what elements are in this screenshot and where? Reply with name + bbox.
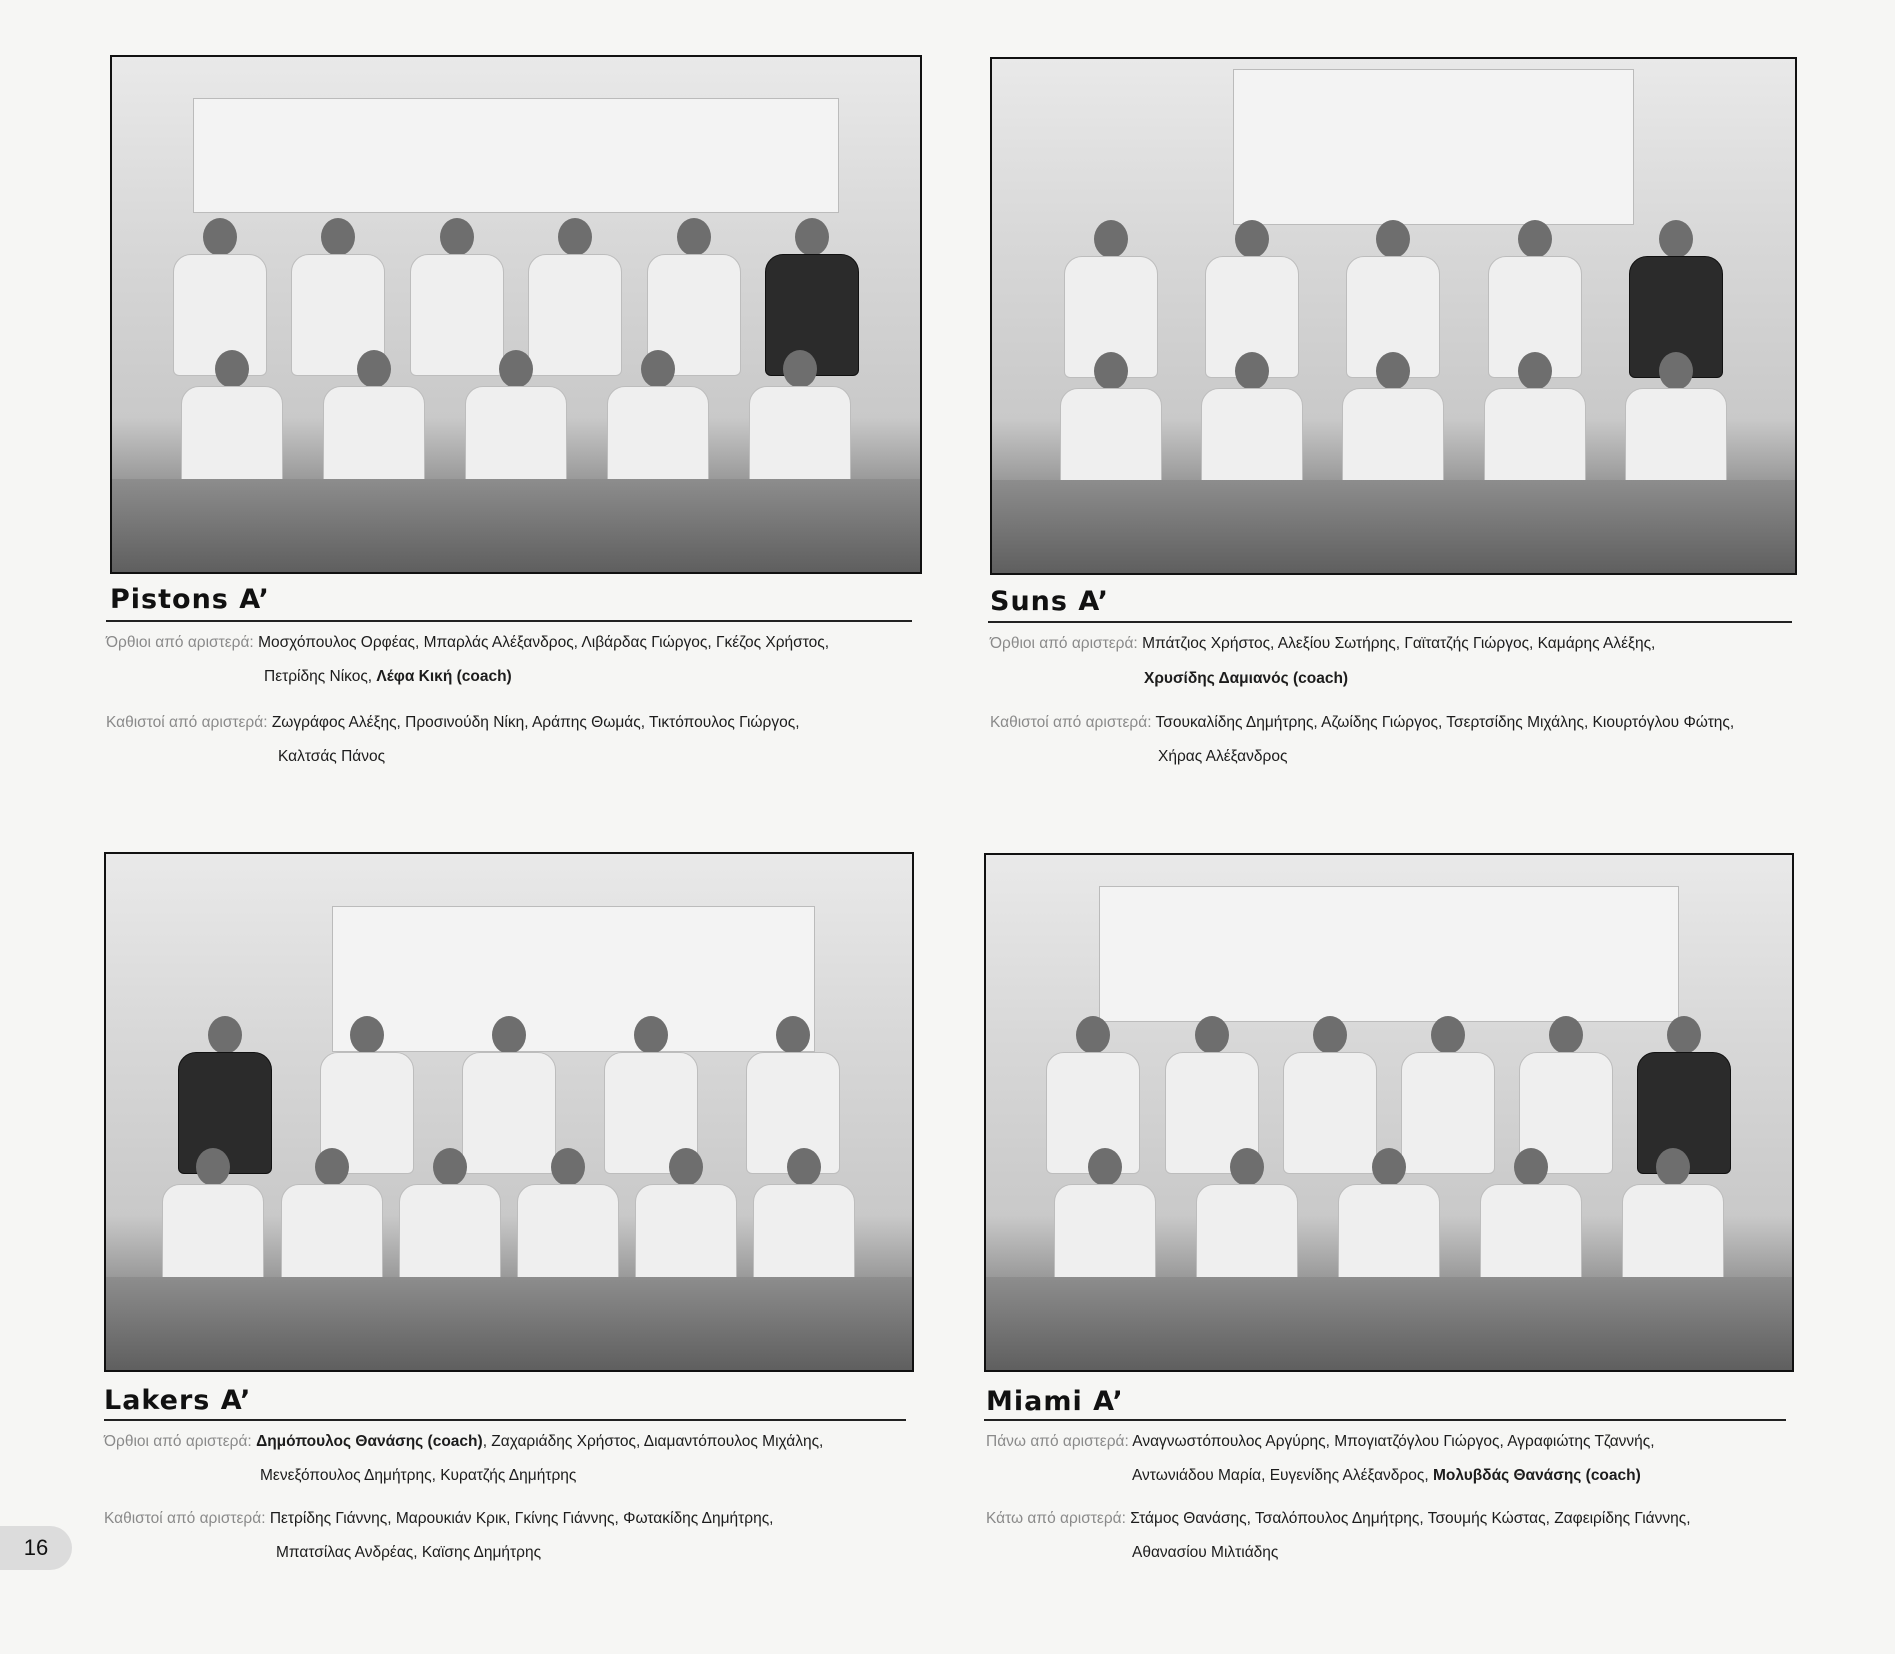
player-names: Στάμος Θανάσης, Τσαλόπουλος Δημήτρης, Τσουμής Κώστας, Ζαφειρίδης Γιάννης, [1130, 1510, 1691, 1527]
player-names: Τσουκαλίδης Δημήτρης, Αζωίδης Γιώργος, Τσερτσίδης Μιχάλης, Κιουρτόγλου Φώτης, [1155, 714, 1735, 731]
team-photo-miami [984, 853, 1794, 1372]
photo-floor [106, 1277, 912, 1370]
roster-line [1132, 1544, 1278, 1562]
team-name-suns: Suns A’ [990, 586, 1110, 617]
row-label: Καθιστοί από αριστερά: [104, 1510, 266, 1527]
page-number: 16 [0, 1526, 72, 1570]
row-label: Καθιστοί από αριστερά: [106, 714, 268, 731]
roster-line [276, 1544, 541, 1562]
team-name-lakers: Lakers A’ [104, 1385, 252, 1416]
roster-line [260, 1467, 576, 1485]
player-names: Αθανασίου Μιλτιάδης [1132, 1544, 1279, 1561]
player-names: Πετρίδης Νίκος, [264, 668, 373, 685]
row-label: Όρθιοι από αριστερά: [104, 1433, 252, 1450]
team-photo-suns [990, 57, 1797, 575]
coach-name: Λέφα Κική (coach) [376, 668, 512, 685]
photo-floor [986, 1277, 1792, 1370]
team-name-miami: Miami A’ [986, 1386, 1124, 1417]
player-names: Μενεξόπουλος Δημήτρης, Κυρατζής Δημήτρης [260, 1467, 577, 1484]
player-names: Χήρας Αλέξανδρος [1158, 748, 1288, 765]
roster-line [104, 1433, 823, 1451]
roster-line [990, 635, 1655, 653]
roster-line [1158, 748, 1287, 766]
team-rule [106, 620, 912, 622]
team-rule [984, 1419, 1786, 1421]
player-names: , Ζαχαριάδης Χρήστος, Διαμαντόπουλος Μιχάλης, [482, 1433, 824, 1450]
roster-line [990, 714, 1734, 732]
player-names: Καλτσάς Πάνος [278, 748, 386, 765]
team-photo-pistons [110, 55, 922, 574]
row-label: Καθιστοί από αριστερά: [990, 714, 1152, 731]
team-rule [988, 621, 1792, 623]
player-names: Πετρίδης Γιάννης, Μαρουκιάν Κρικ, Γκίνης Γιάννης, Φωτακίδης Δημήτρης, [269, 1510, 774, 1527]
coach-name: Χρυσίδης Δαμιανός (coach) [1144, 670, 1349, 687]
roster-line [986, 1510, 1691, 1528]
row-label: Κάτω από αριστερά: [986, 1510, 1126, 1527]
roster-line [1144, 670, 1348, 688]
roster-line [986, 1433, 1655, 1451]
roster-line [106, 714, 800, 732]
player-names: Μπατσίλας Ανδρέας, Καϊσης Δημήτρης [276, 1544, 542, 1561]
team-rule [104, 1419, 906, 1421]
roster-line [106, 634, 829, 652]
player-names: Αντωνιάδου Μαρία, Ευγενίδης Αλέξανδρος, [1132, 1467, 1429, 1484]
roster-line [104, 1510, 773, 1528]
photo-floor [992, 480, 1795, 573]
player-names: Μπάτζιος Χρήστος, Αλεξίου Σωτήρης, Γαϊτατζής Γιώργος, Καμάρης Αλέξης, [1142, 635, 1656, 652]
row-label: Όρθιοι από αριστερά: [106, 634, 254, 651]
team-photo-lakers [104, 852, 914, 1372]
player-names: Μοσχόπουλος Ορφέας, Μπαρλάς Αλέξανδρος, Λιβάρδας Γιώργος, Γκέζος Χρήστος, [258, 634, 830, 651]
roster-line [264, 668, 512, 686]
team-name-pistons: Pistons A’ [110, 584, 270, 615]
player-names: Αναγνωστόπουλος Αργύρης, Μπογιατζόγλου Γιώργος, Αγραφιώτης Τζαννής, [1132, 1433, 1655, 1450]
photo-floor [112, 479, 920, 572]
coach-name: Μολυβδάς Θανάσης (coach) [1432, 1467, 1641, 1484]
player-names: Ζωγράφος Αλέξης, Προσινούδη Νίκη, Αράπης Θωμάς, Τικτόπουλος Γιώργος, [271, 714, 800, 731]
roster-line [278, 748, 385, 766]
coach-name: Δημόπουλος Θανάσης (coach) [256, 1433, 483, 1450]
row-label: Όρθιοι από αριστερά: [990, 635, 1138, 652]
row-label: Πάνω από αριστερά: [986, 1433, 1129, 1450]
roster-line [1132, 1467, 1641, 1485]
